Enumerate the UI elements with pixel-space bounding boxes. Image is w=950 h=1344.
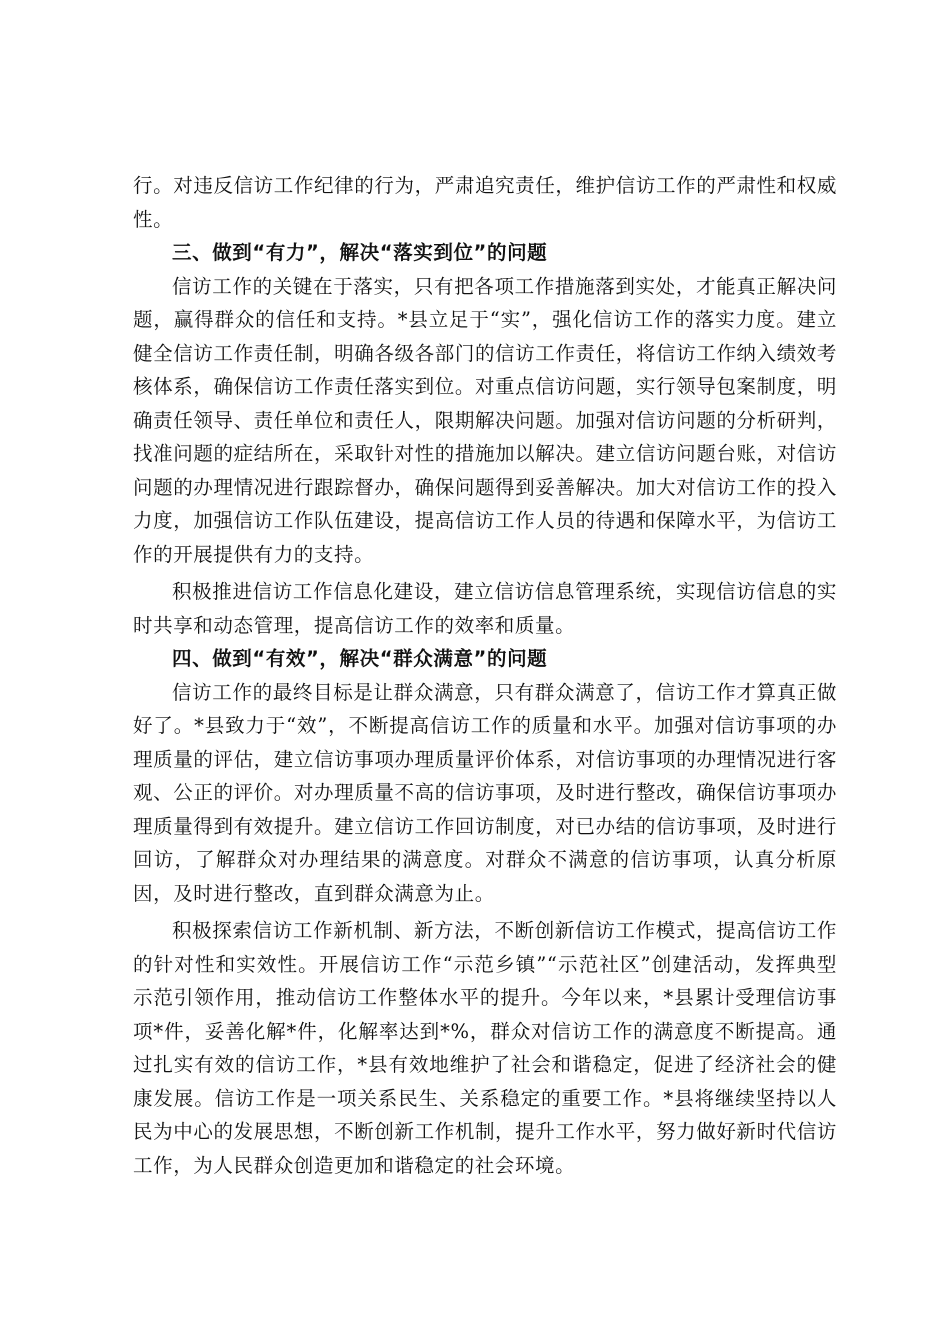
paragraph-continuation: 行。对违反信访工作纪律的行为，严肃追究责任，维护信访工作的严肃性和权威性。 (133, 174, 837, 231)
paragraph-3-1: 信访工作的关键在于落实，只有把各项工作措施落到实处，才能真正解决问题，赢得群众的信任和支持。*县立足于“实”，强化信访工作的落实力度。建立健全信访工作责任制，明确各级各部门的信访工作责任，将信访工作纳入绩效考核体系，确保信访工作责任落实到位。对重点信访问题，实行领导包案制度，明确责任领导、责任单位和责任人，限期解决问题。加强对信访问题的分析研判，找准问题的症结所在，采取针对性的措施加以解决。建立信访问题台账，对信访问题的办理情况进行跟踪督办，确保问题得到妥善解决。加大对信访工作的投入力度，加强信访工作队伍建设，提高信访工作人员的待遇和保障水平，为信访工作的开展提供有力的支持。 (133, 274, 837, 566)
paragraph-4-1: 信访工作的最终目标是让群众满意，只有群众满意了，信访工作才算真正做好了。*县致力于“效”，不断提高信访工作的质量和水平。加强对信访事项的办理质量的评估，建立信访事项办理质量评价体系，对信访事项的办理情况进行客观、公正的评价。对办理质量不高的信访事项，及时进行整改，确保信访事项办理质量得到有效提升。建立信访工作回访制度，对已办结的信访事项，及时进行回访，了解群众对办理结果的满意度。对群众不满意的信访事项，认真分析原因，及时进行整改，直到群众满意为止。 (133, 680, 837, 905)
document-body (133, 169, 837, 1182)
section-heading-3: 三、做到“有力”，解决“落实到位”的问题 (172, 241, 548, 264)
paragraph-3-2: 积极推进信访工作信息化建设，建立信访信息管理系统，实现信访信息的实时共享和动态管理，提高信访工作的效率和质量。 (133, 580, 837, 637)
section-heading-4: 四、做到“有效”，解决“群众满意”的问题 (172, 647, 548, 670)
paragraph-4-2: 积极探索信访工作新机制、新方法，不断创新信访工作模式，提高信访工作的针对性和实效性。开展信访工作“示范乡镇”“示范社区”创建活动，发挥典型示范引领作用，推动信访工作整体水平的提升。今年以来，*县累计受理信访事项*件，妥善化解*件，化解率达到*%，群众对信访工作的满意度不断提高。通过扎实有效的信访工作，*县有效地维护了社会和谐稳定，促进了经济社会的健康发展。信访工作是一项关系民生、关系稳定的重要工作。*县将继续坚持以人民为中心的发展思想，不断创新工作机制，提升工作水平，努力做好新时代信访工作，为人民群众创造更加和谐稳定的社会环境。 (133, 919, 837, 1177)
